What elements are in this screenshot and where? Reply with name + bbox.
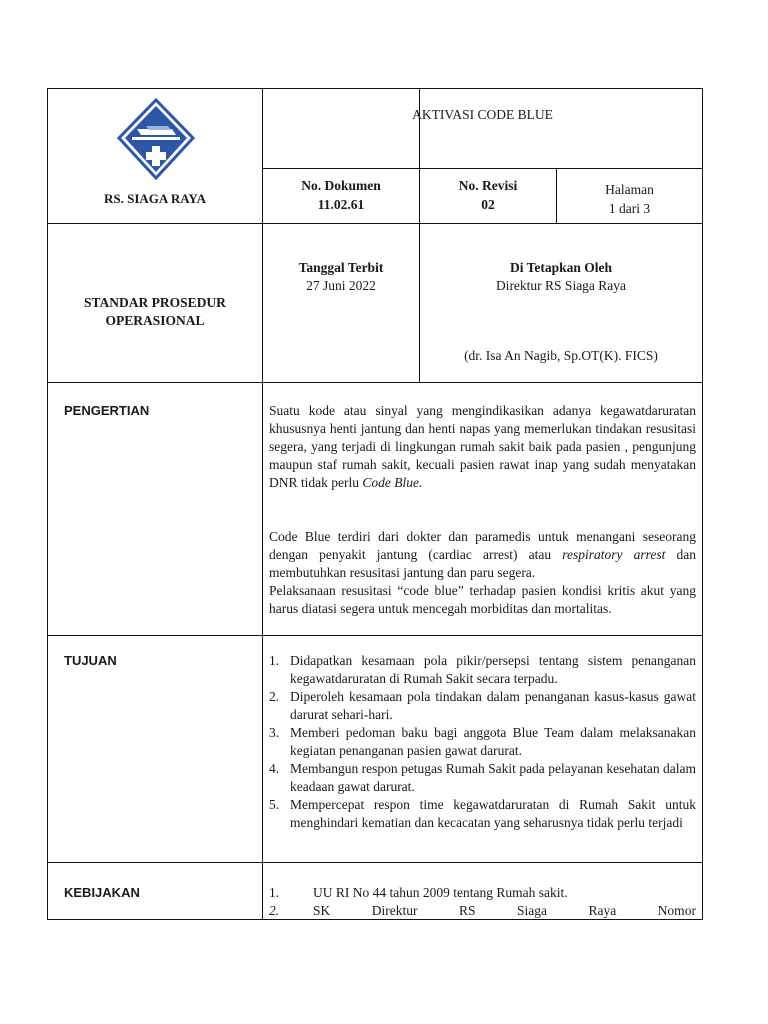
table-border-right xyxy=(702,88,703,920)
tujuan-list xyxy=(269,652,696,832)
revision-label: No. Revisi xyxy=(458,178,518,193)
row-divider-tujuan xyxy=(47,862,703,863)
kebijakan-item-2-word: SK xyxy=(313,903,331,918)
hospital-name: RS. SIAGA RAYA xyxy=(104,191,206,206)
approved-by-label: Di Tetapkan Oleh xyxy=(509,260,613,275)
row-divider-header xyxy=(47,223,703,224)
kebijakan-number-1: 1. xyxy=(269,885,280,900)
kebijakan-item-2 xyxy=(313,902,696,920)
col-divider-title xyxy=(419,88,420,383)
row-divider-sop xyxy=(47,382,703,383)
page-label: Halaman xyxy=(605,182,654,197)
tujuan-item-4: Membangun respon petugas Rumah Sakit pada pelayanan kesehatan dalam keadaan gawat darurat. xyxy=(290,761,696,794)
tujuan-item-1: Didapatkan kesamaan pola pikir/persepsi tentang sistem penanganan kegawatdaruratan di Rumah Sakit secara terpadu. xyxy=(290,653,696,686)
table-border-left xyxy=(47,88,48,920)
list-item: 2. Diperoleh kesamaan pola tindakan dalam penanganan kasus-kasus gawat darurat sehari-hari. xyxy=(269,689,696,722)
pengertian-p1-italic: Code Blue. xyxy=(362,475,423,490)
kebijakan-item-2-word: Direktur xyxy=(371,903,418,918)
issue-date-label: Tanggal Terbit xyxy=(298,260,384,275)
section-label-kebijakan: KEBIJAKAN xyxy=(64,885,140,900)
tujuan-item-3: Memberi pedoman baku bagi anggota Blue Team dalam melaksanakan kegiatan penanganan pasien gawat darurat. xyxy=(290,725,696,758)
pengertian-p1-text: Suatu kode atau sinyal yang mengindikasikan adanya kegawatdaruratan khususnya henti jantung dan henti napas yang memerlukan tindakan resusitasi segera, yang terjadi di lingkungan rumah sakit baik pada pasien , pengunjung maupun staf rumah sakit, kecuali pasien rawat inap yang sudah menyatakan DNR tidak perlu xyxy=(269,403,696,490)
section-label-pengertian: PENGERTIAN xyxy=(64,403,150,418)
revision-value: 02 xyxy=(481,197,495,212)
pengertian-p2-italic: respiratory arrest xyxy=(562,547,666,562)
tujuan-item-2: Diperoleh kesamaan pola tindakan dalam penanganan kasus-kasus gawat darurat sehari-hari. xyxy=(290,689,696,722)
issue-date-value: 27 Juni 2022 xyxy=(306,278,376,293)
pengertian-paragraph-1 xyxy=(269,402,696,492)
list-item: 5. Mempercepat respon time kegawatdaruratan di Rumah Sakit untuk menghindari kematian dan kecacatan yang seharusnya tidak perlu terjadi xyxy=(269,797,696,830)
kebijakan-number-2: 2. xyxy=(269,903,280,918)
doc-number-value: 11.02.61 xyxy=(317,197,365,212)
document-title: AKTIVASI CODE BLUE xyxy=(412,107,553,122)
kebijakan-item-2-word: Raya xyxy=(588,903,617,918)
sop-title-line2: OPERASIONAL xyxy=(105,313,205,328)
pengertian-p2-text-b: dan membutuhkan resusitasi jantung dan paru segera. xyxy=(269,547,696,580)
kebijakan-item-2-word: RS xyxy=(458,903,476,918)
page-value: 1 dari 3 xyxy=(608,201,651,216)
pengertian-paragraph-2 xyxy=(269,528,696,618)
table-border-top xyxy=(47,88,703,89)
kebijakan-item-2-word: Nomor xyxy=(657,903,696,918)
section-label-tujuan: TUJUAN xyxy=(64,653,117,668)
list-item: 4. Membangun respon petugas Rumah Sakit pada pelayanan kesehatan dalam keadaan gawat darurat. xyxy=(269,761,696,794)
doc-number-label: No. Dokumen xyxy=(301,178,381,193)
list-item: 3. Memberi pedoman baku bagi anggota Blue Team dalam melaksanakan kegiatan penanganan pasien gawat darurat. xyxy=(269,725,696,758)
hospital-logo xyxy=(116,98,196,182)
kebijakan-item-2-word: Siaga xyxy=(516,903,547,918)
sop-title-line1: STANDAR PROSEDUR xyxy=(84,295,226,310)
approved-by-name: (dr. Isa An Nagib, Sp.OT(K). FICS) xyxy=(464,348,658,363)
approved-by-role: Direktur RS Siaga Raya xyxy=(495,278,627,293)
kebijakan-item-1: UU RI No 44 tahun 2009 tentang Rumah sakit. xyxy=(313,885,568,900)
pengertian-p2-text-a: Code Blue terdiri dari dokter dan paramedis untuk menangani seseorang dengan penyakit jantung (cardiac arrest) atau xyxy=(269,529,696,562)
row-divider-title xyxy=(262,168,703,169)
row-divider-pengertian xyxy=(47,635,703,636)
tujuan-item-5: Mempercepat respon time kegawatdaruratan di Rumah Sakit untuk menghindari kematian dan kecacatan yang seharusnya tidak perlu terjadi xyxy=(290,797,696,830)
list-item: 1. Didapatkan kesamaan pola pikir/persepsi tentang sistem penanganan kegawatdaruratan di Rumah Sakit secara terpadu. xyxy=(269,653,696,686)
pengertian-p3-text: Pelaksanaan resusitasi “code blue” terhadap pasien kondisi kritis akut yang harus diatasi segera untuk mencegah morbiditas dan mortalitas. xyxy=(269,583,696,616)
